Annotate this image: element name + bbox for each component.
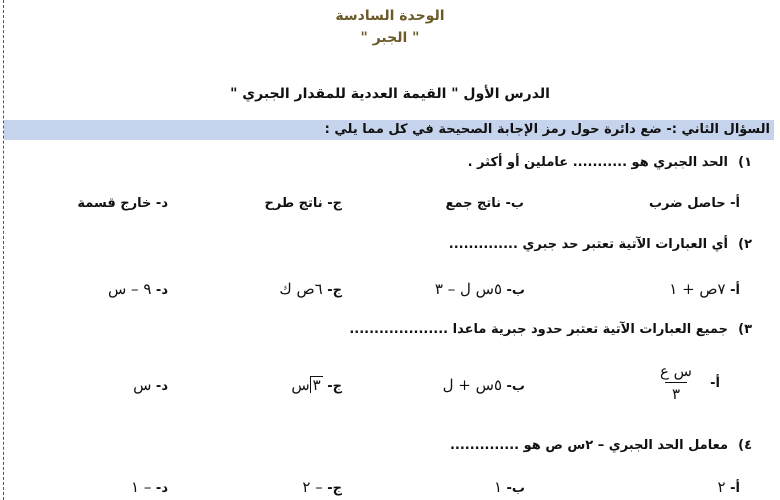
question-4-text: معامل الحد الجبري – ٢س ص هو .............. xyxy=(449,438,728,453)
q3-option-d[interactable] xyxy=(133,376,168,394)
q1-option-b[interactable] xyxy=(445,196,524,211)
q4-option-b[interactable] xyxy=(494,478,525,496)
q2-option-b[interactable] xyxy=(435,280,525,298)
option-letter: ب- xyxy=(505,196,524,211)
option-expression xyxy=(291,376,322,394)
option-text: حاصل ضرب xyxy=(648,196,726,211)
q4-option-a[interactable] xyxy=(718,478,740,496)
page-border xyxy=(3,0,4,500)
option-letter: ب- xyxy=(506,379,525,394)
option-letter: ج- xyxy=(327,196,342,211)
question-4-number: ٤) xyxy=(738,438,752,453)
option-letter: أ- xyxy=(730,283,740,298)
q2-option-c[interactable] xyxy=(279,280,342,298)
option-letter: أ- xyxy=(730,196,740,211)
question-2-number: ٢) xyxy=(738,237,752,252)
option-letter: ج- xyxy=(327,379,342,394)
option-expression: ٧ص + ١ xyxy=(669,280,726,298)
option-expression: – ١ xyxy=(131,478,152,496)
fraction-denominator: ٣ xyxy=(671,385,681,403)
q1-option-c[interactable] xyxy=(264,196,342,211)
question-3-number: ٣) xyxy=(738,322,752,337)
option-letter: ج- xyxy=(327,283,342,298)
q3-option-b[interactable] xyxy=(443,376,525,394)
q2-option-a[interactable] xyxy=(669,280,740,298)
question-1-text: الحد الجبري هو ........... عاملين أو أكثر . xyxy=(467,155,728,170)
square-root-radical: ٣ xyxy=(310,376,323,393)
option-expression: ١ xyxy=(493,478,502,496)
q4-option-c[interactable] xyxy=(302,478,342,496)
option-expression: ٢ xyxy=(717,478,726,496)
option-text: ناتج طرح xyxy=(264,196,323,211)
q3-option-a-letter[interactable]: أ- xyxy=(710,376,720,391)
option-letter: ب- xyxy=(506,481,525,496)
option-expression: س xyxy=(133,376,152,394)
q3-option-c[interactable] xyxy=(291,376,342,394)
option-letter: د- xyxy=(155,196,168,211)
question-1-number: ١) xyxy=(738,155,752,170)
option-expression: ٥س ل – ٣ xyxy=(434,280,502,298)
question-2-text: أي العبارات الآتية تعتبر حد جبري .............. xyxy=(448,237,728,252)
option-letter: د- xyxy=(155,379,168,394)
q1-option-a[interactable] xyxy=(649,196,740,211)
option-letter: أ- xyxy=(730,481,740,496)
option-text: خارج قسمة xyxy=(77,196,152,211)
fraction-numerator: س ع xyxy=(659,362,692,380)
option-expression: ٥س + ل xyxy=(442,376,502,394)
option-expression: – ٢ xyxy=(302,478,323,496)
option-letter: ب- xyxy=(506,283,525,298)
option-expression: ٦ص ك xyxy=(279,280,323,298)
question-3-text: جميع العبارات الآتية تعتبر حدود جبرية ماعدا .................... xyxy=(349,322,728,337)
q3-option-a-fraction[interactable] xyxy=(660,362,692,403)
radical-variable: س xyxy=(291,376,310,394)
option-letter: د- xyxy=(155,283,168,298)
option-expression: ٩ – س xyxy=(107,280,152,298)
q1-option-d[interactable] xyxy=(77,196,168,211)
lesson-title: الدرس الأول " القيمة العددية للمقدار الجبري " xyxy=(230,86,550,102)
option-text: ناتج جمع xyxy=(445,196,501,211)
q2-option-d[interactable] xyxy=(108,280,168,298)
option-letter: د- xyxy=(155,481,168,496)
subject-title: " الجبر " xyxy=(360,30,420,46)
q4-option-d[interactable] xyxy=(131,478,168,496)
option-letter: ج- xyxy=(327,481,342,496)
fraction-bar xyxy=(665,382,687,383)
unit-title: الوحدة السادسة xyxy=(335,8,445,24)
instruction-text: السؤال الثاني :- ضع دائرة حول رمز الإجابة الصحيحة في كل مما يلي : xyxy=(324,122,770,137)
